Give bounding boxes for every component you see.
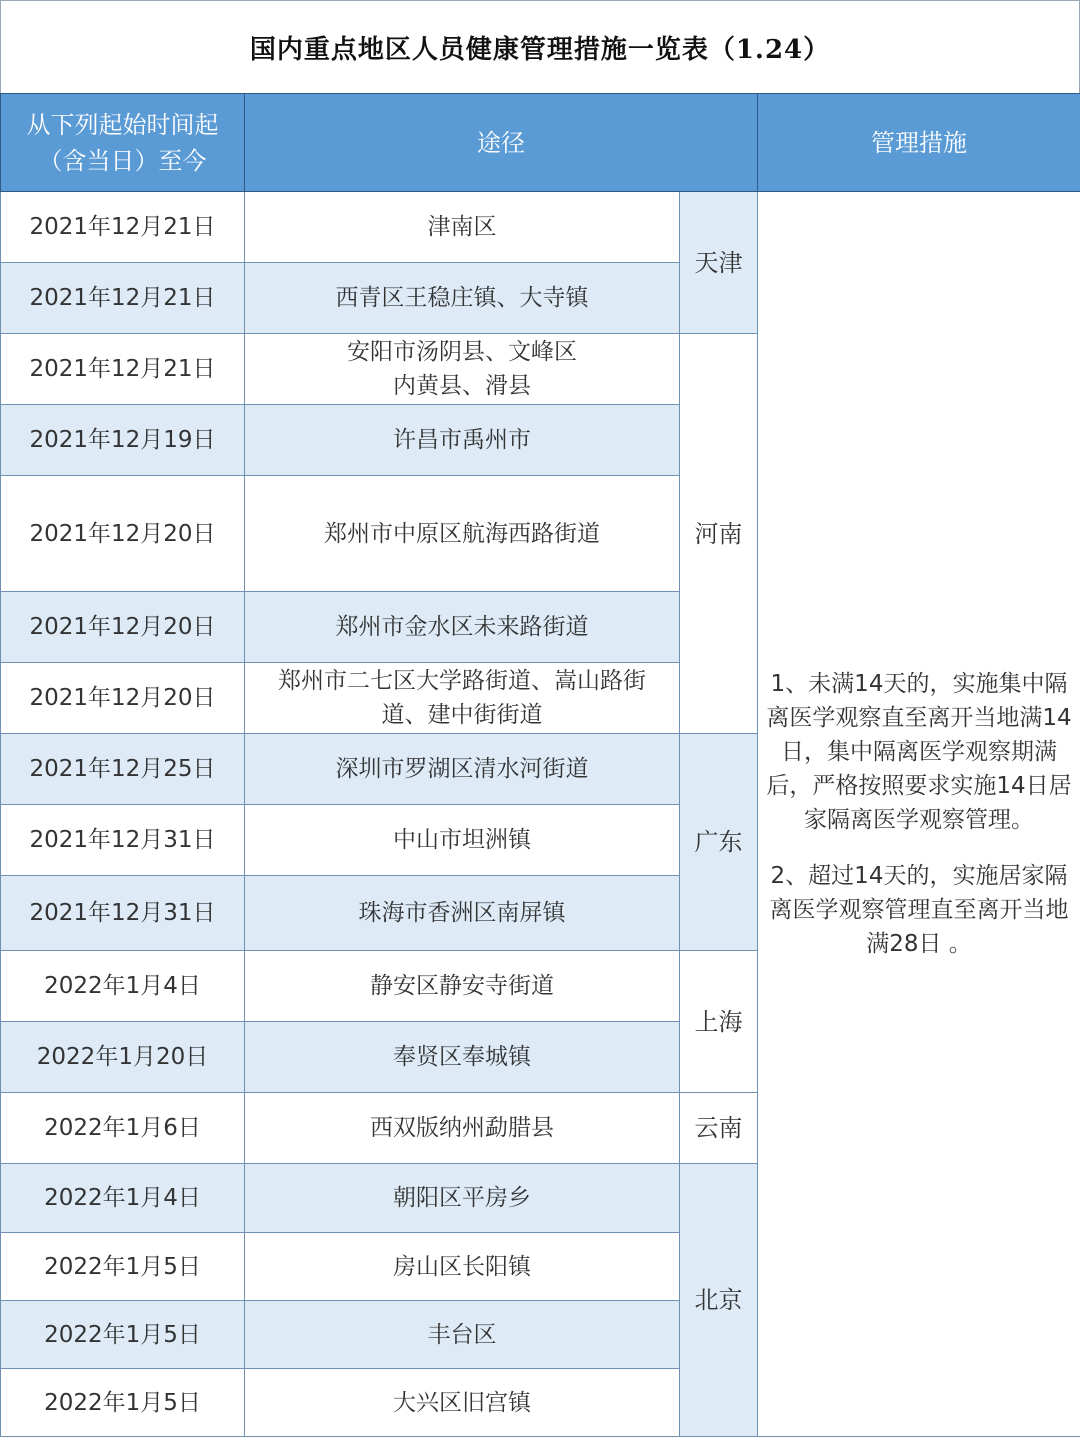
- route-cell: 中山市坦洲镇: [245, 805, 680, 876]
- date-cell: 2021年12月20日: [1, 663, 245, 734]
- header-date: [1, 94, 245, 192]
- route-line: 内黄县、滑县: [393, 373, 531, 399]
- date-cell: 2022年1月4日: [1, 951, 245, 1022]
- route-cell: 珠海市香洲区南屏镇: [245, 876, 680, 951]
- route-cell: 郑州市金水区未来路街道: [245, 592, 680, 663]
- route-cell: 朝阳区平房乡: [245, 1164, 680, 1233]
- route-cell: 丰台区: [245, 1301, 680, 1369]
- route-cell: [245, 663, 680, 734]
- date-cell: 2022年1月5日: [1, 1301, 245, 1369]
- measures-text-2: 2、超过14天的，实施居家隔离医学观察管理直至离开当地满28日 。: [769, 863, 1069, 957]
- table-row: [1, 192, 1080, 263]
- route-cell: 静安区静安寺街道: [245, 951, 680, 1022]
- route-line: 郑州市二七区大学路街道、嵩山路街: [278, 668, 646, 694]
- date-cell: 2022年1月4日: [1, 1164, 245, 1233]
- date-cell: 2021年12月25日: [1, 734, 245, 805]
- date-cell: 2021年12月20日: [1, 592, 245, 663]
- header-date-line2: （含当日）至今: [38, 146, 207, 175]
- date-cell: 2021年12月20日: [1, 476, 245, 592]
- date-cell: 2021年12月21日: [1, 192, 245, 263]
- region-shanghai: 上海: [680, 951, 758, 1093]
- region-henan: 河南: [680, 334, 758, 734]
- route-line: 道、建中街街道: [381, 702, 543, 728]
- region-beijing: 北京: [680, 1164, 758, 1437]
- header-route: 途径: [245, 94, 758, 192]
- region-guangdong: 广东: [680, 734, 758, 951]
- measures-text-1: 1、未满14天的，实施集中隔离医学观察直至离开当地满14日，集中隔离医学观察期满后，严格按照要求实施14日居家隔离医学观察管理。: [766, 671, 1072, 833]
- route-cell: 西青区王稳庄镇、大寺镇: [245, 263, 680, 334]
- date-cell: 2022年1月6日: [1, 1093, 245, 1164]
- route-cell: 奉贤区奉城镇: [245, 1022, 680, 1093]
- page-title: 国内重点地区人员健康管理措施一览表（1.24）: [249, 34, 831, 65]
- route-cell: 许昌市禹州市: [245, 405, 680, 476]
- route-cell: [245, 334, 680, 405]
- measures-table: [0, 93, 1080, 1437]
- header-date-line1: 从下列起始时间起: [26, 110, 219, 139]
- date-cell: 2021年12月31日: [1, 876, 245, 951]
- date-cell: 2021年12月31日: [1, 805, 245, 876]
- route-cell: 深圳市罗湖区清水河街道: [245, 734, 680, 805]
- date-cell: 2021年12月21日: [1, 334, 245, 405]
- header-measures: 管理措施: [758, 94, 1080, 192]
- date-cell: 2021年12月21日: [1, 263, 245, 334]
- date-cell: 2022年1月5日: [1, 1233, 245, 1301]
- region-yunnan: 云南: [680, 1093, 758, 1164]
- region-tianjin: 天津: [680, 192, 758, 334]
- header-row: [1, 94, 1080, 192]
- date-cell: 2022年1月5日: [1, 1369, 245, 1437]
- date-cell: 2021年12月19日: [1, 405, 245, 476]
- route-cell: 津南区: [245, 192, 680, 263]
- route-cell: 房山区长阳镇: [245, 1233, 680, 1301]
- route-cell: 大兴区旧宫镇: [245, 1369, 680, 1437]
- title-bar: [0, 0, 1080, 93]
- measures-cell: [758, 192, 1080, 1437]
- route-cell: 郑州市中原区航海西路街道: [245, 476, 680, 592]
- route-line: 安阳市汤阴县、文峰区: [347, 339, 577, 365]
- route-cell: 西双版纳州勐腊县: [245, 1093, 680, 1164]
- date-cell: 2022年1月20日: [1, 1022, 245, 1093]
